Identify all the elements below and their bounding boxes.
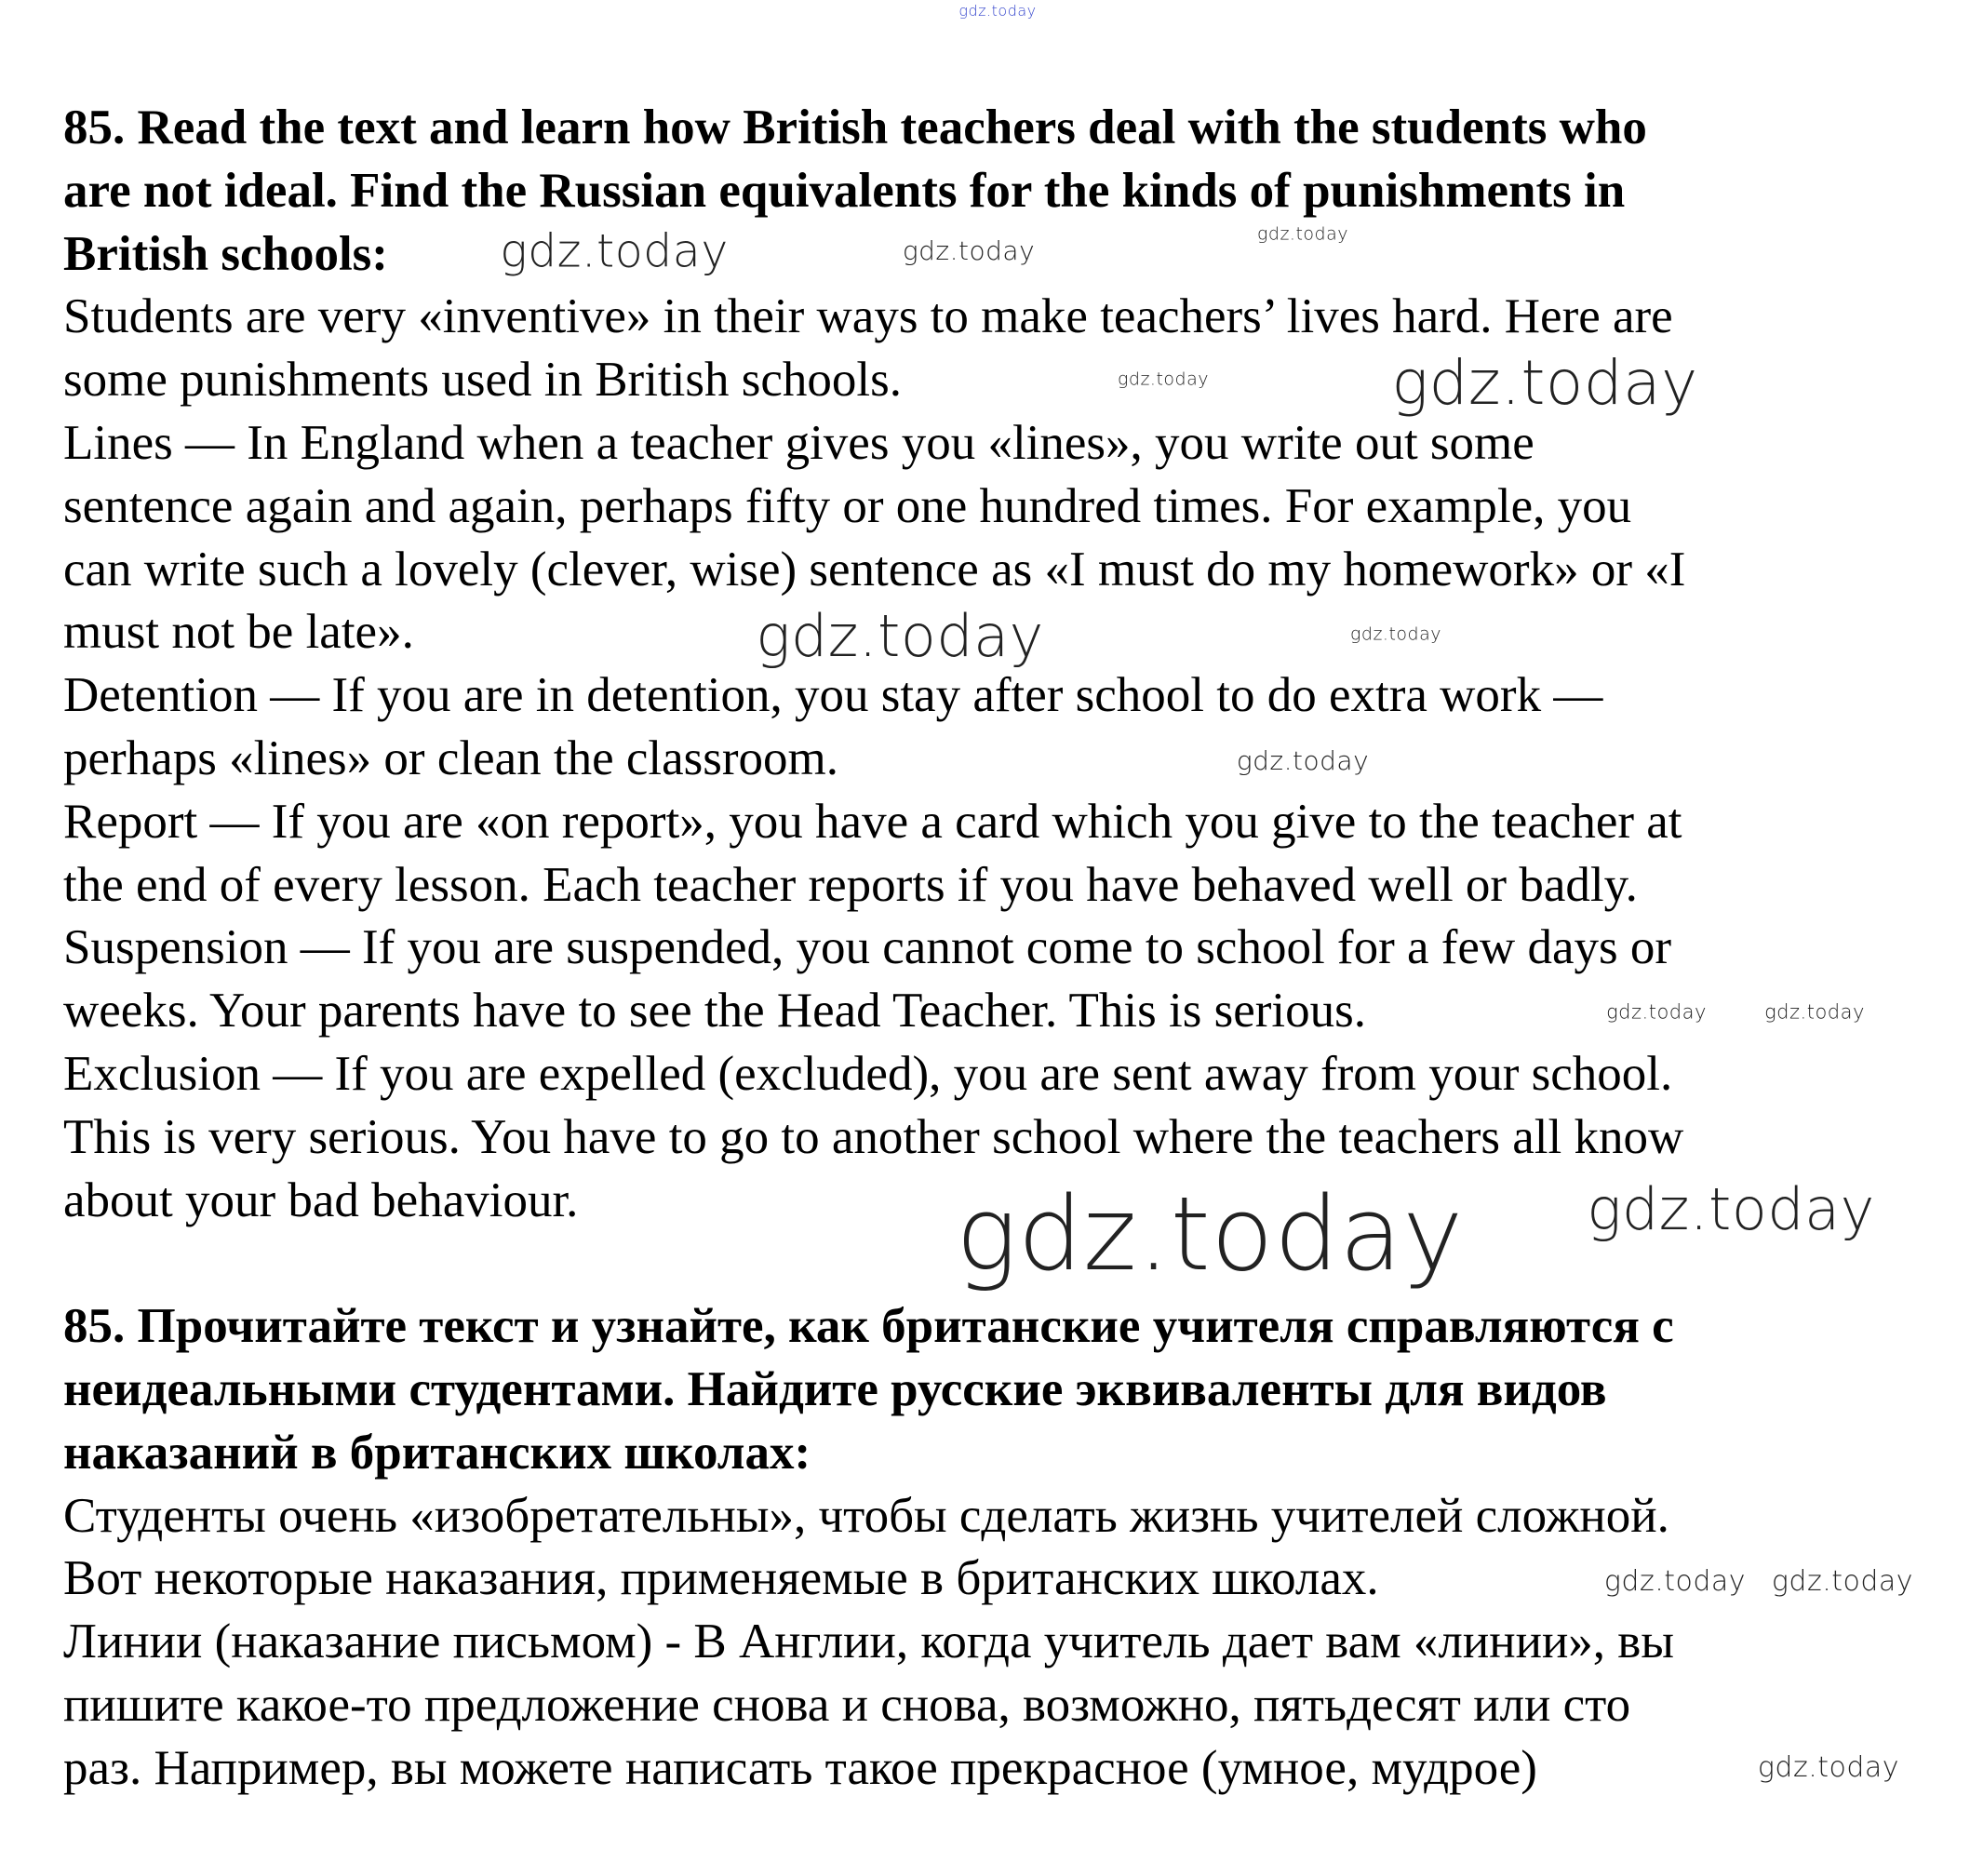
watermark: gdz.today [902, 235, 1036, 266]
body-ru-line: Линии (наказание письмом) - В Англии, когда учитель дает вам «линии», вы [63, 1615, 1674, 1669]
body-en-line: perhaps «lines» or clean the classroom. [63, 730, 839, 785]
heading-ru-line: 85. Прочитайте текст и узнайте, как британские учителя справляются с [63, 1299, 1674, 1354]
body-en-line: some punishments used in British schools. [63, 353, 902, 408]
heading-en-line: 85. Read the text and learn how British teachers deal with the students who [63, 100, 1647, 154]
watermark: gdz.today [756, 602, 1044, 670]
body-en-line: Report — If you are «on report», you have a card which you give to the teacher at [63, 794, 1682, 849]
watermark: gdz.today [956, 1174, 1464, 1293]
body-en-line: sentence again and again, perhaps fifty or one hundred times. For example, you [63, 478, 1632, 533]
watermark: gdz.today [1350, 623, 1441, 645]
watermark: gdz.today [1118, 368, 1209, 390]
watermark: gdz.today [500, 224, 729, 278]
body-en-line: about your bad behaviour. [63, 1172, 579, 1227]
body-ru-line: раз. Например, вы можете написать такое прекрасное (умное, мудрое) [63, 1740, 1537, 1795]
body-en-line: can write such a lovely (clever, wise) sentence as «I must do my homework» or «I [63, 542, 1686, 596]
body-en-line: Lines — In England when a teacher gives you «lines», you write out some [63, 415, 1534, 470]
watermark: gdz.today [1606, 1000, 1707, 1024]
watermark: gdz.today [1391, 347, 1698, 419]
watermark: gdz.today [1757, 1751, 1900, 1784]
body-en-line: the end of every lesson. Each teacher reports if you have behaved well or badly. [63, 857, 1638, 912]
body-en-line: weeks. Your parents have to see the Head Teacher. This is serious. [63, 984, 1366, 1038]
body-en-line: Detention — If you are in detention, you stay after school to do extra work — [63, 668, 1603, 723]
watermark: gdz.today [1236, 745, 1370, 776]
body-en-line: Suspension — If you are suspended, you cannot come to school for a few days or [63, 920, 1671, 975]
heading-ru-line: неидеальными студентами. Найдите русские эквиваленты для видов [63, 1361, 1607, 1416]
body-en-line: Students are very «inventive» in their ways to make teachers’ lives hard. Here are [63, 289, 1673, 344]
watermark: gdz.today [1257, 223, 1348, 245]
body-ru-line: Студенты очень «изобретательны», чтобы сделать жизнь учителей сложной. [63, 1488, 1669, 1543]
watermark: gdz.today [1603, 1565, 1747, 1598]
body-ru-line: пишите какое-то предложение снова и снова, возможно, пятьдесят или сто [63, 1677, 1631, 1732]
body-ru-line: Вот некоторые наказания, применяемые в британских школах. [63, 1551, 1379, 1606]
watermark: gdz.today [1771, 1565, 1914, 1598]
heading-en-line: British schools: [63, 226, 388, 281]
body-en-line: must not be late». [63, 605, 414, 660]
watermark: gdz.today [958, 2, 1037, 20]
watermark: gdz.today [1587, 1175, 1875, 1243]
body-en-line: This is very serious. You have to go to another school where the teachers all know [63, 1109, 1684, 1164]
heading-ru-line: наказаний в британских школах: [63, 1425, 811, 1480]
body-en-line: Exclusion — If you are expelled (excluded), you are sent away from your school. [63, 1046, 1673, 1101]
heading-en-line: are not ideal. Find the Russian equivalents for the kinds of punishments in [63, 163, 1626, 218]
watermark: gdz.today [1764, 1000, 1865, 1024]
